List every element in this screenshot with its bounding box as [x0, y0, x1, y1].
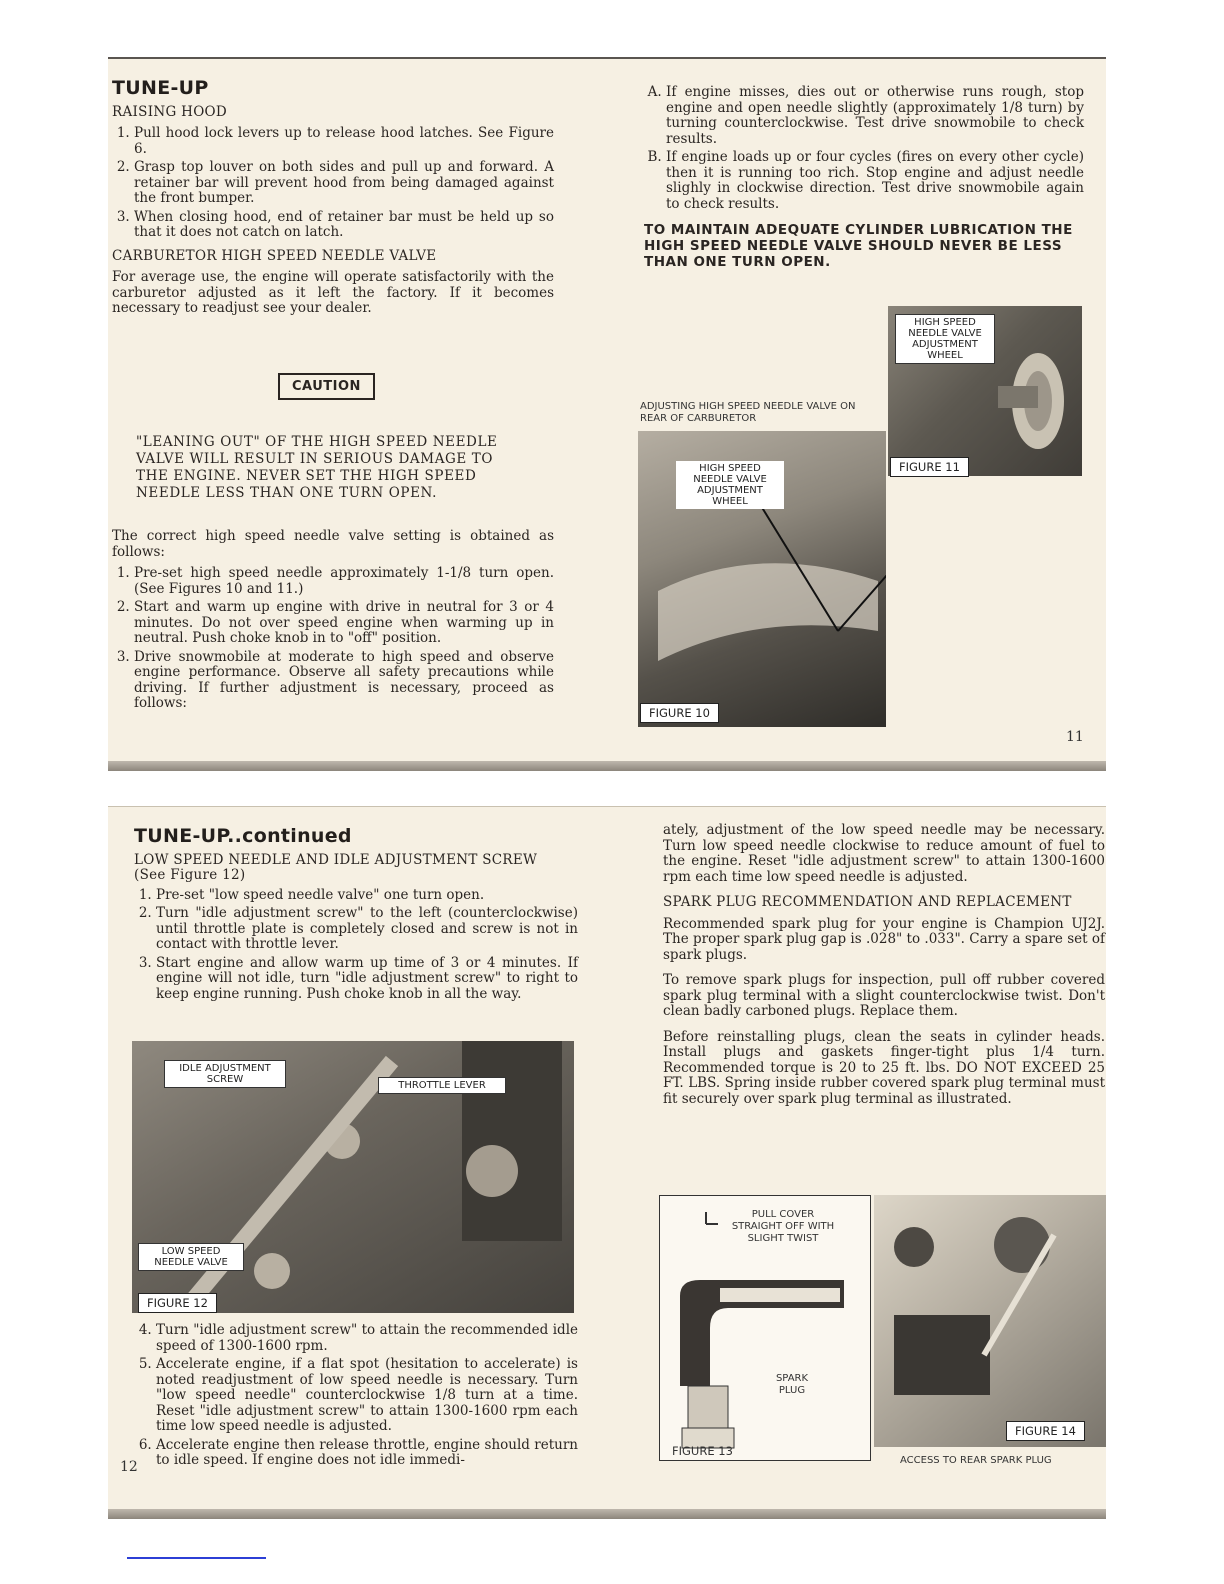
raising-hood-title: RAISING HOOD [112, 103, 228, 120]
page-number: 12 [120, 1459, 138, 1475]
figure-14-photo [874, 1195, 1106, 1447]
page-edge [108, 1509, 1106, 1519]
list-item: 3. Start engine and allow warm up time of 3 or 4 minutes. If engine will not idle, turn "idle adjustment screw" to right to keep engine running. Push choke knob in all the way. [156, 956, 578, 1003]
raising-hood-steps [112, 126, 554, 241]
list-item: 2. Grasp top louver on both sides and pull up and forward. A retainer bar will prevent hood from being damaged against the front bumper. [134, 160, 554, 207]
spark-plug-p3: Before reinstalling plugs, clean the seats in cylinder heads. Install plugs and gaskets finger-tight plus 1/4 turn. Recommended torque is 20 to 25 ft. lbs. DO NOT EXCEED 25 FT. LBS. Spring inside rubber covered spark plug terminal must fit securely over spark plug terminal as illustrated. [663, 1028, 1105, 1107]
p12-left-column [134, 825, 578, 1010]
link-underline [127, 1557, 266, 1559]
caution-text: "LEANING OUT" OF THE HIGH SPEED NEEDLE VALVE WILL RESULT IN SERIOUS DAMAGE TO THE ENGINE. NEVER SET THE HIGH SPEED NEEDLE LESS THAN ONE TURN OPEN. [136, 434, 498, 501]
spark-plug-p1: Recommended spark plug for your engine is Champion UJ2J. The proper spark plug gap is .028" to .033". Carry a spare set of spark plugs. [663, 915, 1105, 963]
figure-10-tag: FIGURE 10 [640, 703, 719, 723]
rear-plug-illustration [874, 1195, 1106, 1447]
spark-plug-label: SPARK PLUG [775, 1373, 809, 1396]
p11-heading: TUNE-UP [112, 77, 209, 99]
list-item: 2. Turn "idle adjustment screw" to the left (counterclockwise) until throttle plate is completely closed and screw is not in contact with throttle lever. [156, 906, 578, 953]
p11-right-column [644, 85, 1084, 270]
idle-adjustment-label: IDLE ADJUSTMENT SCREW [164, 1060, 286, 1088]
needle-valve-title: CARBURETOR HIGH SPEED NEEDLE VALVE [112, 247, 437, 264]
spark-plug-title: SPARK PLUG RECOMMENDATION AND REPLACEMENT [663, 894, 1072, 910]
low-speed-ref: (See Figure 12) [134, 867, 246, 883]
page-edge [108, 761, 1106, 771]
caution-label: CAUTION [278, 373, 375, 400]
p12-heading: TUNE-UP..continued [134, 825, 352, 847]
figure-14-caption: ACCESS TO REAR SPARK PLUG [900, 1455, 1052, 1466]
spark-plug-p2: To remove spark plugs for inspection, pull off rubber covered spark plug terminal with a slight counterclockwise twist. Don't clean badly carboned plugs. Replace them. [663, 972, 1105, 1019]
setting-intro: The correct high speed needle valve setting is obtained as follows: [112, 528, 554, 560]
p11-left-lower [112, 529, 554, 720]
list-item: 2. Start and warm up engine with drive in neutral for 3 or 4 minutes. Do not over speed engine when warming up in neutral. Push choke knob in to "off" position. [134, 600, 554, 647]
low-speed-continued: ately, adjustment of the low speed needle may be necessary. Turn low speed needle clockwise to reduce amount of fuel to the engine. Reset "idle adjustment screw" to attain 1300-1600 rpm each time low speed needle is adjusted. [663, 822, 1105, 885]
lubrication-warning: TO MAINTAIN ADEQUATE CYLINDER LUBRICATION THE HIGH SPEED NEEDLE VALVE SHOULD NEVER BE LESS THAN ONE TURN OPEN. [644, 222, 1073, 270]
list-item: 4. Turn "idle adjustment screw" to attain the recommended idle speed of 1300-1600 rpm. [156, 1323, 578, 1354]
figure-11-label: HIGH SPEED NEEDLE VALVE ADJUSTMENT WHEEL [895, 314, 995, 364]
needle-valve-intro: For average use, the engine will operate satisfactorily with the carburetor adjusted as it left the factory. If it becomes necessary to readjust see your dealer. [112, 269, 554, 316]
low-speed-steps-cont [134, 1323, 578, 1469]
low-speed-title: LOW SPEED NEEDLE AND IDLE ADJUSTMENT SCREW [134, 851, 538, 868]
p12-right-column [663, 823, 1105, 1117]
p12-left-lower [134, 1323, 578, 1477]
list-item: 3. Drive snowmobile at moderate to high speed and observe engine performance. Observe all safety precautions while driving. If further adjustment is necessary, proceed as follows: [134, 650, 554, 712]
list-item: 3. When closing hood, end of retainer bar must be held up so that it does not catch on latch. [134, 210, 554, 241]
list-item: 1. Pre-set "low speed needle valve" one turn open. [156, 888, 578, 904]
list-item: B. If engine loads up or four cycles (fires on every other cycle) then it is running too rich. Stop engine and adjust needle slighly in clockwise direction. Test drive snowmobile again to check results. [666, 150, 1084, 212]
page-12 [108, 806, 1106, 1515]
p11-left-column [112, 77, 554, 327]
pull-cover-label: PULL COVER STRAIGHT OFF WITH SLIGHT TWIST [731, 1209, 835, 1244]
figure-11-caption: ADJUSTING HIGH SPEED NEEDLE VALVE ON REAR OF CARBURETOR [640, 401, 856, 424]
figure-10-label: HIGH SPEED NEEDLE VALVE ADJUSTMENT WHEEL [676, 461, 784, 509]
list-item: A. If engine misses, dies out or otherwise runs rough, stop engine and open needle slightly (approximately 1/8 turn) by turning counterclockwise. Test drive snowmobile to check results. [666, 85, 1084, 147]
list-item: 6. Accelerate engine then release throttle, engine should return to idle speed. If engine does not idle immedi- [156, 1438, 578, 1469]
throttle-lever-label: THROTTLE LEVER [378, 1077, 506, 1094]
low-speed-needle-label: LOW SPEED NEEDLE VALVE [138, 1243, 244, 1271]
figure-11-tag: FIGURE 11 [890, 457, 969, 477]
list-item: 1. Pull hood lock levers up to release hood latches. See Figure 6. [134, 126, 554, 157]
figure-13-tag: FIGURE 13 [672, 1444, 733, 1458]
setting-steps [112, 566, 554, 712]
list-item: 5. Accelerate engine, if a flat spot (hesitation to accelerate) is noted readjustment of low speed needle is necessary. Turn "low speed needle" counterclockwise 1/8 turn at a time. Reset "idle adjustment screw" to attain 1300-1600 rpm each time low speed needle is adjusted. [156, 1357, 578, 1435]
adjustment-steps [644, 85, 1084, 212]
figure-14-tag: FIGURE 14 [1006, 1421, 1085, 1441]
list-item: 1. Pre-set high speed needle approximately 1-1/8 turn open. (See Figures 10 and 11.) [134, 566, 554, 597]
page-number: 11 [1066, 729, 1084, 745]
low-speed-steps [134, 888, 578, 1003]
page-11 [108, 57, 1106, 767]
figure-12-tag: FIGURE 12 [138, 1293, 217, 1313]
caution-box [278, 373, 375, 400]
